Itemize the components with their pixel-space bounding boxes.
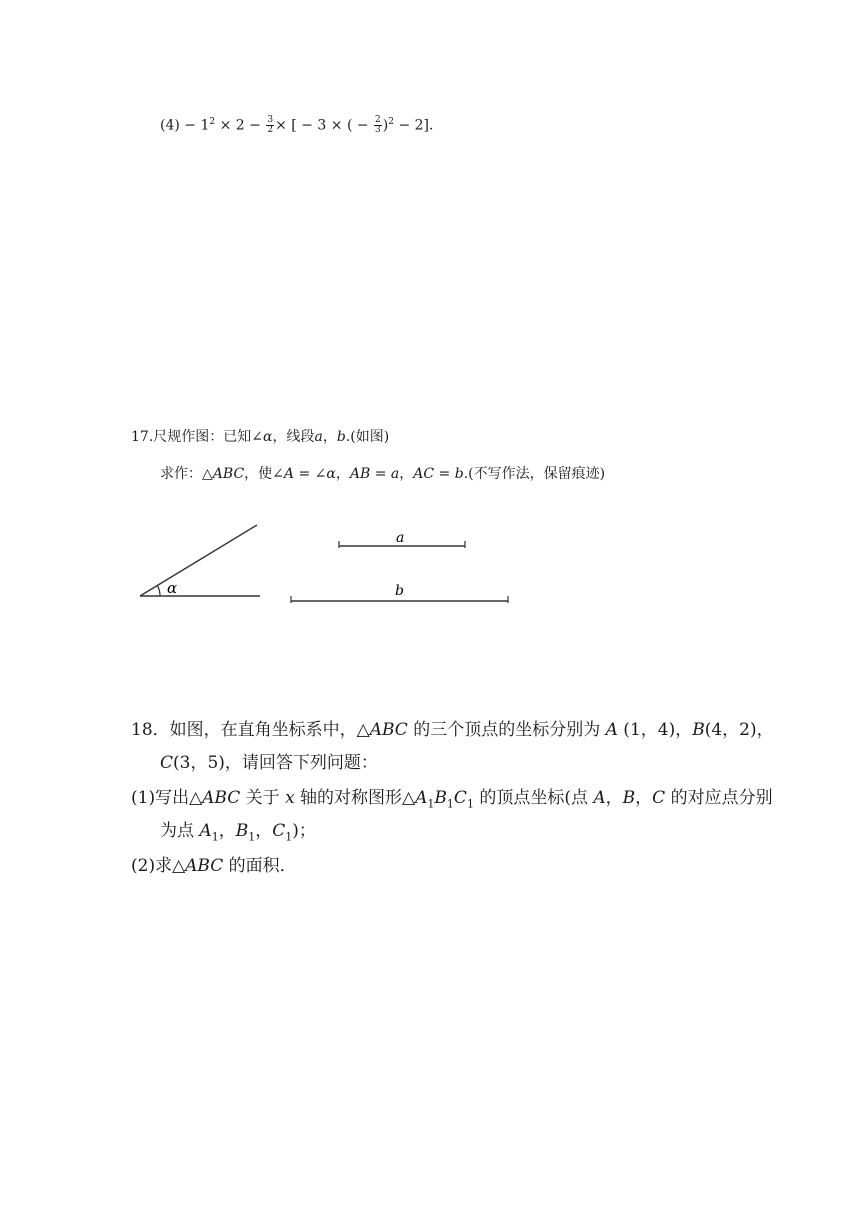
segment-b-label: b <box>395 583 404 599</box>
q17-line1: 17.尺规作图：已知∠α，线段a，b.(如图) <box>131 429 390 445</box>
q18-line5: (2)求△ABC 的面积． <box>131 856 297 876</box>
segment-b <box>291 583 508 603</box>
q17-figure <box>130 515 530 615</box>
q17-line2: 求作：△ABC，使∠A = ∠α，AB = a，AC = b.(不写作法，保留痕迹) <box>160 466 606 482</box>
fraction-2-3: $\frac{2}{3}$ <box>375 115 381 135</box>
segment-a <box>339 530 465 548</box>
expression-4: $(4) - 1^2 \times 2$ − $\frac{3}{2}$ × [ − 3 × ( − $\frac{2}{3}$ )$^2$ − 2]. <box>160 115 434 135</box>
q18-line2: C(3，5)，请回答下列问题： <box>160 753 378 773</box>
fraction-3-2: $\frac{3}{2}$ <box>267 115 274 135</box>
segment-a-label: a <box>396 530 405 546</box>
q18-line4: 为点 $A_1$，$B_1$，$C_1$)； <box>160 821 316 844</box>
alpha-label: α <box>167 579 178 597</box>
q18-line3: (1)写出△ABC 关于 x 轴的对称图形$\triangle A_1B_1C_1$ 的顶点坐标(点 A，B，C 的对应点分别 <box>131 788 773 811</box>
q18-line1: 18．如图，在直角坐标系中，△ABC 的三个顶点的坐标分别为 A (1，4)，B(4，2)， <box>131 720 774 740</box>
angle-alpha-figure <box>140 525 260 597</box>
problem-label: (4) <box>160 117 180 134</box>
